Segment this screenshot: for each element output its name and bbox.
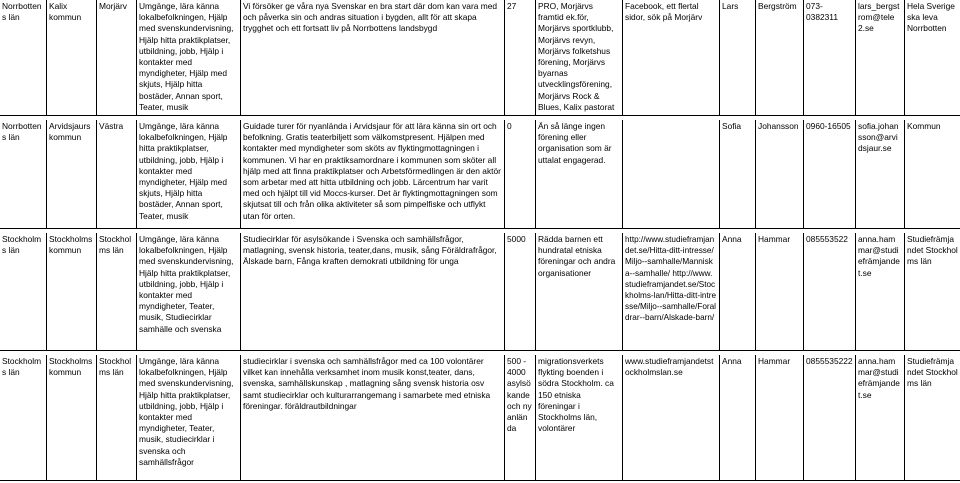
column-divider	[535, 0, 536, 115]
column-divider	[46, 233, 47, 350]
column-divider	[855, 120, 856, 228]
municipality-cell: Stockholms kommun	[49, 356, 93, 378]
phone-cell: 0960-16505	[806, 121, 851, 131]
county-cell: Norrbotten s län	[2, 1, 42, 23]
description-cell: Studiecirklar för asylsökande i Svenska och samhällsfrågor, matlagning, svensk historia, teater,dans, musik, sång Föräldrafrågor, Älskade barn, Fånga kraften demokrati utbildning för unga	[243, 234, 497, 267]
email-cell: anna.hammar@studiefrämjandet.se	[858, 234, 900, 278]
table-row	[0, 0, 960, 116]
participants-cell: 5000	[507, 234, 526, 244]
website-cell[interactable]: www.studieframjandetstockholmslan.se	[625, 356, 714, 378]
county-cell: Stockholm s län	[2, 356, 42, 378]
county-cell: Norrbotten s län	[2, 121, 42, 143]
locality-cell: Morjärv	[99, 1, 127, 11]
column-divider	[755, 0, 756, 115]
table-row	[0, 120, 960, 229]
last-name-cell: Bergström	[758, 1, 797, 11]
description-cell: studiecirklar i svenska och samhällsfrågor med ca 100 volontärer vilket kan innehålla verksamhet inom musik konst,teater, dans, svenska, samhällskunskap , matlagning sång svensk historia osv samt studiecirklar och kulturarrangemang i samarbete med etniska föreningar. föräldrautbildningar	[243, 356, 491, 411]
column-divider	[96, 233, 97, 350]
column-divider	[719, 120, 720, 228]
column-divider	[855, 233, 856, 350]
organisations-cell: migrationsverkets flykting boenden i södra Stockholm. ca 150 etniska föreningar i Stockholms län, volontärer	[538, 356, 614, 434]
column-divider	[622, 120, 623, 228]
column-divider	[855, 0, 856, 115]
website-cell[interactable]: http://www.studieframjandet.se/Hitta-ditt-intresse/Miljo--samhalle/Manniska--samhalle/ http://www.studieframjandet.se/Stockholms-lan/Hitta-ditt-intresse/Miljo--samhalle/Foraldrar--barn/Alskade-barn/	[625, 235, 716, 323]
column-divider	[755, 120, 756, 228]
first-name-cell: Sofia	[722, 121, 742, 131]
website-cell: Facebook, ett flertal sidor, sök på Morjärv	[625, 1, 703, 23]
column-divider	[96, 0, 97, 115]
column-divider	[136, 233, 137, 350]
organisations-cell: Än så länge ingen förening eller organisation som är uttalat engagerad.	[538, 121, 612, 165]
column-divider	[803, 0, 804, 115]
column-divider	[136, 120, 137, 228]
table-row	[0, 355, 960, 481]
table-row	[0, 233, 960, 351]
organisation-name-cell: Studiefrämjandet Stockholms län	[907, 234, 958, 267]
column-divider	[855, 355, 856, 480]
column-divider	[755, 233, 756, 350]
column-divider	[504, 120, 505, 228]
organisation-name-cell: Studiefrämjandet Stockholms län	[907, 356, 958, 389]
column-divider	[136, 0, 137, 115]
column-divider	[803, 120, 804, 228]
phone-cell: 073-0382311	[806, 1, 838, 23]
organisations-cell: PRO, Morjärvs framtid ek.för, Morjärvs sportklubb, Morjärvs revyn, Morjärvs folketshus förening, Morjärvs byarnas utvecklingsförening, Morjärvs Rock & Blues, Kalix pastorat	[538, 1, 615, 112]
column-divider	[96, 355, 97, 480]
column-divider	[240, 355, 241, 480]
participants-cell: 0	[507, 121, 512, 131]
column-divider	[96, 120, 97, 228]
column-divider	[504, 355, 505, 480]
phone-cell: 085553522	[806, 234, 848, 244]
activities-cell: Umgänge, lära känna lokalbefolkningen, Hjälp med svenskundervisning, Hjälp hitta praktikplatser, utbildning, jobb, Hjälp i kontakter med myndigheter, Hjälp med skjuts, Hjälp hitta bostäder, Annan sport, Teater, musik	[139, 1, 234, 112]
column-divider	[535, 120, 536, 228]
column-divider	[803, 355, 804, 480]
column-divider	[622, 355, 623, 480]
last-name-cell: Hammar	[758, 234, 791, 244]
column-divider	[46, 355, 47, 480]
column-divider	[755, 355, 756, 480]
participants-cell: 500 - 4000 asylsökande och nyanlända	[507, 356, 532, 434]
locality-cell: Stockholms län	[99, 234, 132, 256]
column-divider	[904, 355, 905, 480]
last-name-cell: Johansson	[758, 121, 799, 131]
first-name-cell: Anna	[722, 356, 742, 366]
column-divider	[535, 233, 536, 350]
column-divider	[719, 233, 720, 350]
participants-cell: 27	[507, 1, 517, 11]
column-divider	[504, 233, 505, 350]
column-divider	[622, 0, 623, 115]
column-divider	[803, 233, 804, 350]
locality-cell: Västra	[99, 121, 124, 131]
municipality-cell: Kalix kommun	[49, 1, 82, 23]
column-divider	[240, 233, 241, 350]
email-cell: lars_bergstrom@tele2.se	[858, 1, 900, 34]
description-cell: Guidade turer för nyanlända i Arvidsjaur för att lära känna sin ort och befolkning. Gratis teaterbiljett som välkomstpresent. Hjälpen med kontakter med myndigheter som sköts av flyktingmottagningen i kommunen. Vi har en praktiksamordnare i kommunen som sköter all hjälp med att finna praktikplatser och Arbetsförmedlingen är den aktör som arbetar med att hitta utbildning och jobb. Lärcentrum har varit med och hjälpt till vid Moccs-kurser. Det är flyktingmottagningen som skjutsat till och från olika aktiviteter så som pimpelfiske och utflykt utan för orten.	[243, 121, 501, 221]
email-cell: anna.hammar@studiefrämjandet.se	[858, 356, 900, 400]
organisation-name-cell: Hela Sverige ska leva Norrbotten	[907, 1, 955, 34]
column-divider	[904, 120, 905, 228]
column-divider	[136, 355, 137, 480]
activities-cell: Umgänge, lära känna lokalbefolkningen, Hjälp hitta praktikplatser, utbildning, jobb, Hjälp i kontakter med myndigheter, Hjälp med skjuts, Hjälp hitta bostäder, Annan sport, Teater, musik	[139, 121, 228, 221]
email-cell: sofia.johansson@arvidsjaur.se	[858, 121, 899, 154]
website-cell	[623, 120, 718, 121]
column-divider	[504, 0, 505, 115]
column-divider	[535, 355, 536, 480]
activities-cell: Umgänge, lära känna lokalbefolkningen, Hjälp med svenskundervisning, Hjälp hitta praktikplatser, utbildning, jobb, Hjälp i kontakter med myndigheter, Teater, musik, Studiecirklar samhälle och svenska	[139, 234, 234, 334]
phone-cell: 0855535222	[806, 356, 853, 366]
organisations-cell: Rädda barnen ett hundratal etniska föreningar och andra organisationer	[538, 234, 616, 278]
column-divider	[240, 0, 241, 115]
last-name-cell: Hammar	[758, 356, 791, 366]
organisation-name-cell: Kommun	[907, 121, 941, 131]
first-name-cell: Lars	[722, 1, 739, 11]
column-divider	[719, 0, 720, 115]
column-divider	[622, 233, 623, 350]
activities-cell: Umgänge, lära känna lokalbefolkningen, Hjälp med svenskundervisning, Hjälp hitta praktikplatser, utbildning, jobb, Hjälp i kontakter med myndigheter, Teater, musik, studiecirklar i svenska och samhällsfrågor	[139, 356, 234, 467]
description-cell: Vi försöker ge våra nya Svenskar en bra start där dom kan vara med och påverka sin och andras situation i bygden, allt för att skapa trygghet och ett fortsatt liv på Norrbottens landsbygd	[243, 1, 498, 34]
column-divider	[719, 355, 720, 480]
county-cell: Stockholm s län	[2, 234, 42, 256]
column-divider	[904, 233, 905, 350]
column-divider	[240, 120, 241, 228]
column-divider	[46, 0, 47, 115]
municipality-cell: Arvidsjaurs kommun	[49, 121, 91, 143]
locality-cell: Stockholms län	[99, 356, 132, 378]
first-name-cell: Anna	[722, 234, 742, 244]
municipality-cell: Stockholms kommun	[49, 234, 93, 256]
column-divider	[46, 120, 47, 228]
column-divider	[904, 0, 905, 115]
